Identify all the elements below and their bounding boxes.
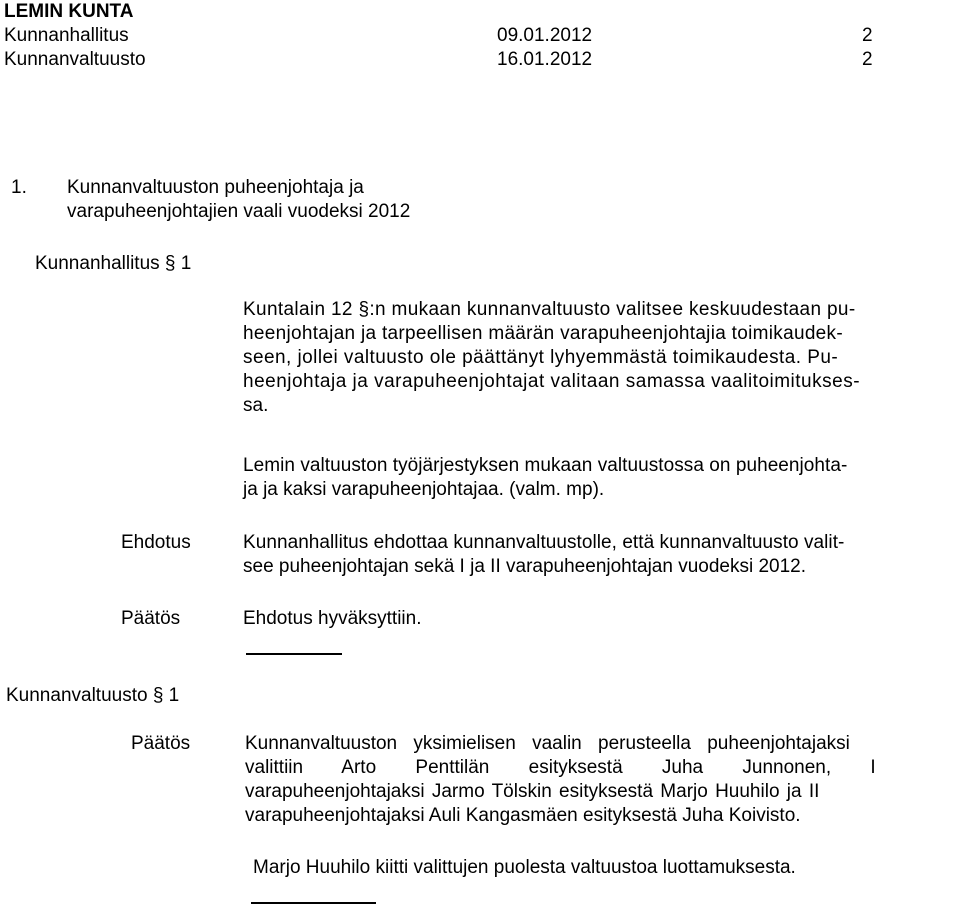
header-page-kv: 2 — [862, 49, 873, 70]
kh-proposal-line: see puheenjohtajan sekä I ja II varapuheenjohtajan vuodeksi 2012. — [243, 556, 807, 577]
header-body-kh: Kunnanhallitus — [4, 25, 129, 46]
kh-para2-line: Lemin valtuuston työjärjestyksen mukaan valtuustossa on puheenjohta- — [243, 455, 848, 476]
kh-para2-line: ja ja kaksi varapuheenjohtajaa. (valm. mp). — [243, 479, 605, 500]
kv-decision-label: Päätös — [131, 733, 191, 754]
organization-name: LEMIN KUNTA — [4, 1, 134, 22]
kv-decision-line: varapuheenjohtajaksi Jarmo Tölskin esityksestä Marjo Huuhilo ja II — [245, 781, 820, 802]
header-date-kv: 16.01.2012 — [497, 49, 593, 70]
kv-decision-line: varapuheenjohtajaksi Auli Kangasmäen esityksestä Juha Koivisto. — [245, 805, 801, 826]
kh-para1-line: seen, jollei valtuusto ole päättänyt lyhyemmästä toimikaudesta. Pu- — [243, 347, 839, 368]
kh-rules-paragraph — [243, 454, 950, 502]
kh-para1-line: heenjohtajan ja tarpeellisen määrän varapuheenjohtajia toimikaudek- — [243, 323, 843, 344]
header-body-kv: Kunnanvaltuusto — [4, 49, 146, 70]
kv-decision-line: valittiin Arto Penttilän esityksestä Juha Junnonen, I — [245, 757, 876, 778]
item-title-line-2: varapuheenjohtajien vaali vuodeksi 2012 — [67, 201, 411, 222]
kh-para1-line: Kuntalain 12 §:n mukaan kunnanvaltuusto valitsee keskuudestaan pu- — [243, 299, 856, 320]
kv-thanks-note: Marjo Huuhilo kiitti valittujen puolesta valtuustoa luottamuksesta. — [253, 857, 796, 878]
item-title-line-1: Kunnanvaltuuston puheenjohtaja ja — [67, 177, 364, 198]
kh-para1-line: heenjohtaja ja varapuheenjohtajat valitaan samassa vaalitoimitukses- — [243, 371, 861, 392]
kh-para1-line: sa. — [243, 395, 269, 416]
header-date-kh: 09.01.2012 — [497, 25, 593, 46]
kv-decision-line: Kunnanvaltuuston yksimielisen vaalin perusteella puheenjohtajaksi — [245, 733, 850, 754]
kv-decision-text — [245, 732, 957, 828]
kh-decision-text: Ehdotus hyväksyttiin. — [243, 608, 422, 629]
kh-background-paragraph — [243, 298, 950, 418]
kv-end-rule — [251, 902, 376, 904]
kh-end-rule — [246, 653, 342, 655]
kh-decision-label: Päätös — [121, 608, 181, 629]
kh-proposal-text — [243, 531, 950, 579]
kh-section-label: Kunnanhallitus § 1 — [35, 253, 192, 274]
header-page-kh: 2 — [862, 25, 873, 46]
kh-proposal-label: Ehdotus — [121, 532, 191, 553]
kh-proposal-line: Kunnanhallitus ehdottaa kunnanvaltuustolle, että kunnanvaltuusto valit- — [243, 532, 845, 553]
kv-section-label: Kunnanvaltuusto § 1 — [6, 685, 180, 706]
item-number: 1. — [11, 177, 27, 198]
